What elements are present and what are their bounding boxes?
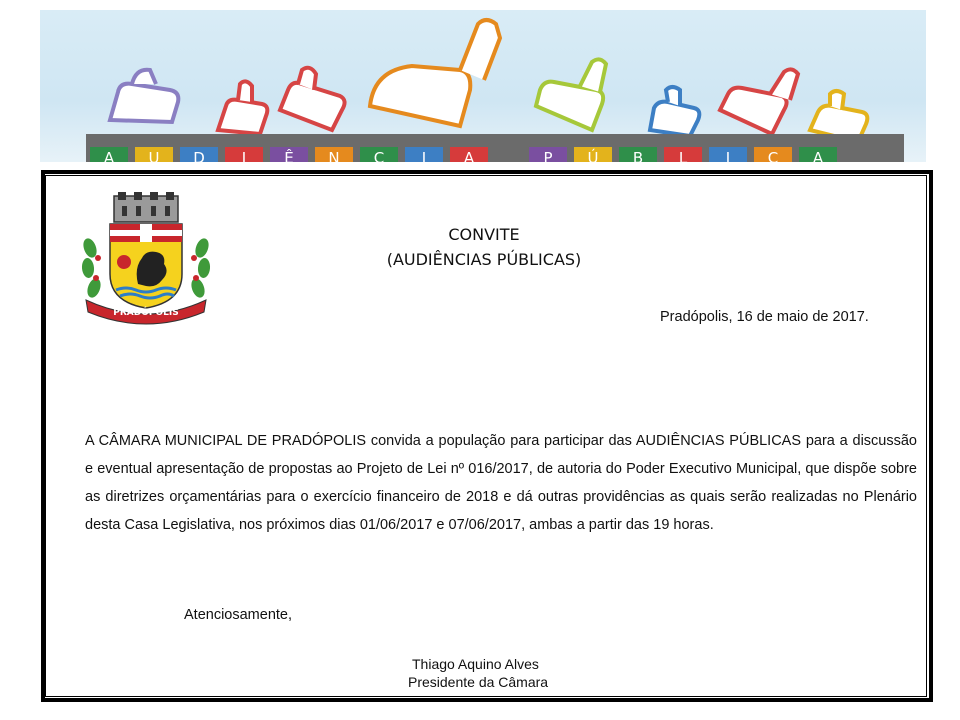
title-line: CONVITE xyxy=(448,225,520,244)
hand-icon xyxy=(218,81,267,134)
raised-hands-illustration xyxy=(40,10,926,162)
banner-title xyxy=(90,146,898,162)
banner-letter: L xyxy=(664,147,702,162)
banner-letter: A xyxy=(450,147,488,162)
banner-letter: D xyxy=(180,147,218,162)
banner-letter: U xyxy=(135,147,173,162)
closing-salutation: Atenciosamente, xyxy=(184,607,293,623)
signer-name: Thiago Aquino Alves xyxy=(412,656,539,672)
hand-icon xyxy=(280,68,345,130)
municipal-crest-logo xyxy=(76,188,216,328)
banner-letter: A xyxy=(90,147,128,162)
hand-icon xyxy=(370,20,500,126)
banner-letter: N xyxy=(315,147,353,162)
banner-letter: I xyxy=(225,147,263,162)
document-title xyxy=(340,222,628,272)
title-subline: (AUDIÊNCIAS PÚBLICAS) xyxy=(386,250,582,269)
signer-role: Presidente da Câmara xyxy=(408,674,549,690)
banner-letter: I xyxy=(405,147,443,162)
crest-scroll-text: PRADÓPOLIS xyxy=(113,308,179,318)
banner-letter: Ú xyxy=(574,147,612,162)
banner-letter: C xyxy=(360,147,398,162)
document-body: A CÂMARA MUNICIPAL DE PRADÓPOLIS convida a população para participar das AUDIÊNCIAS PÚBLICAS para a discussão e eventual apresentação de propostas ao Projeto de Lei nº 016/2017, de autoria do Poder Executivo Municipal, que dispõe sobre as diretrizes orçamentárias para o exercício financeiro de 2018 e dá outras providências as quais serão realizadas no Plenário desta Casa Legislativa, nos próximos dias 01/06/2017 e 07/06/2017, ambas a partir das 19 horas. xyxy=(85,433,917,533)
document-date: Pradópolis, 16 de maio de 2017. xyxy=(660,309,869,325)
hand-icon xyxy=(650,87,699,136)
hand-icon xyxy=(720,69,798,134)
banner-letter: P xyxy=(529,147,567,162)
banner-letter: C xyxy=(754,147,792,162)
hand-icon xyxy=(536,59,606,130)
banner-letter: A xyxy=(799,147,837,162)
banner-letter: I xyxy=(709,147,747,162)
banner-letter: B xyxy=(619,147,657,162)
audiencia-publica-banner xyxy=(40,10,926,162)
banner-letter: Ê xyxy=(270,147,308,162)
hand-icon xyxy=(110,70,178,122)
